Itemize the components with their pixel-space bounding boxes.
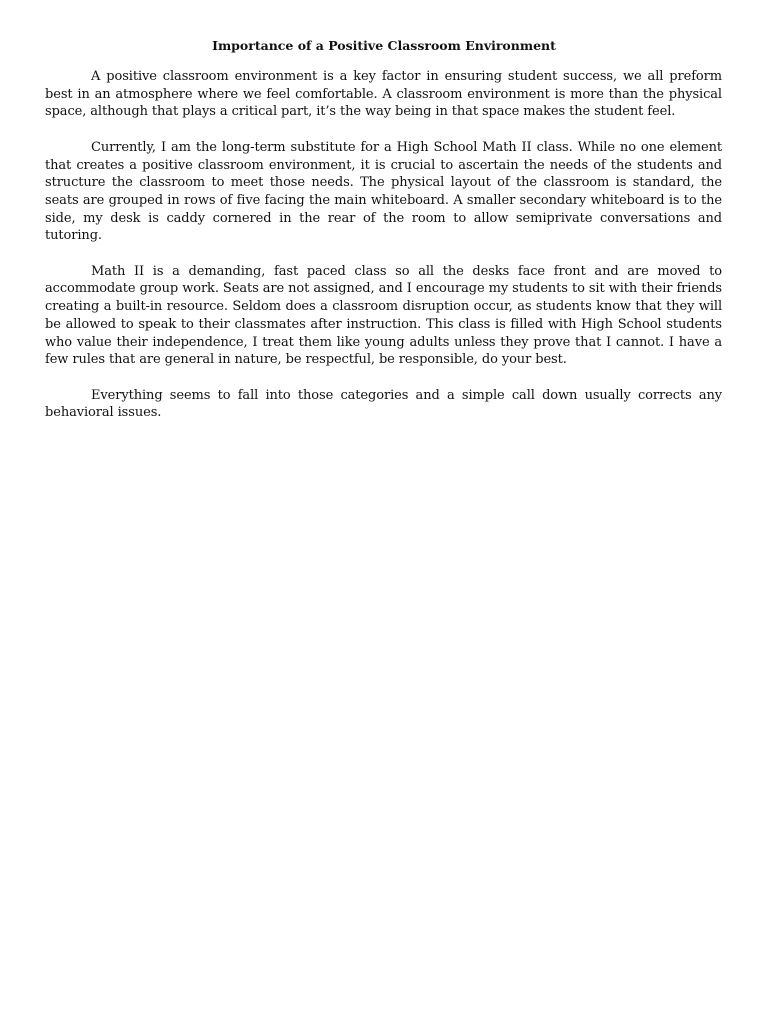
paragraph-1: A positive classroom environment is a key factor in ensuring student success, we all preform best in an atmosphere where we feel comfortable. A classroom environment is more than the physical space, although that plays a critical part, it’s the way being in that space makes the student feel.	[45, 69, 722, 120]
paragraph-2: Currently, I am the long-term substitute for a High School Math II class. While no one element that creates a positive classroom environment, it is crucial to ascertain the needs of the students and structure the classroom to meet those needs. The physical layout of the classroom is standard, the seats are grouped in rows of five facing the main whiteboard. A smaller secondary whiteboard is to the side, my desk is caddy cornered in the rear of the room to allow semiprivate conversations and tutoring.	[45, 139, 722, 244]
document-title: Importance of a Positive Classroom Environment	[212, 38, 556, 53]
paragraph-4: Everything seems to fall into those categories and a simple call down usually corrects any behavioral issues.	[45, 387, 722, 421]
document-body	[45, 68, 722, 440]
paragraph-3: Math II is a demanding, fast paced class so all the desks face front and are moved to accommodate group work. Seats are not assigned, and I encourage my students to sit with their friends creating a built-in resource. Seldom does a classroom disruption occur, as students know that they will be allowed to speak to their classmates after instruction. This class is filled with High School students who value their independence, I treat them like young adults unless they prove that I cannot. I have a few rules that are general in nature, be respectful, be responsible, do your best.	[45, 263, 722, 368]
